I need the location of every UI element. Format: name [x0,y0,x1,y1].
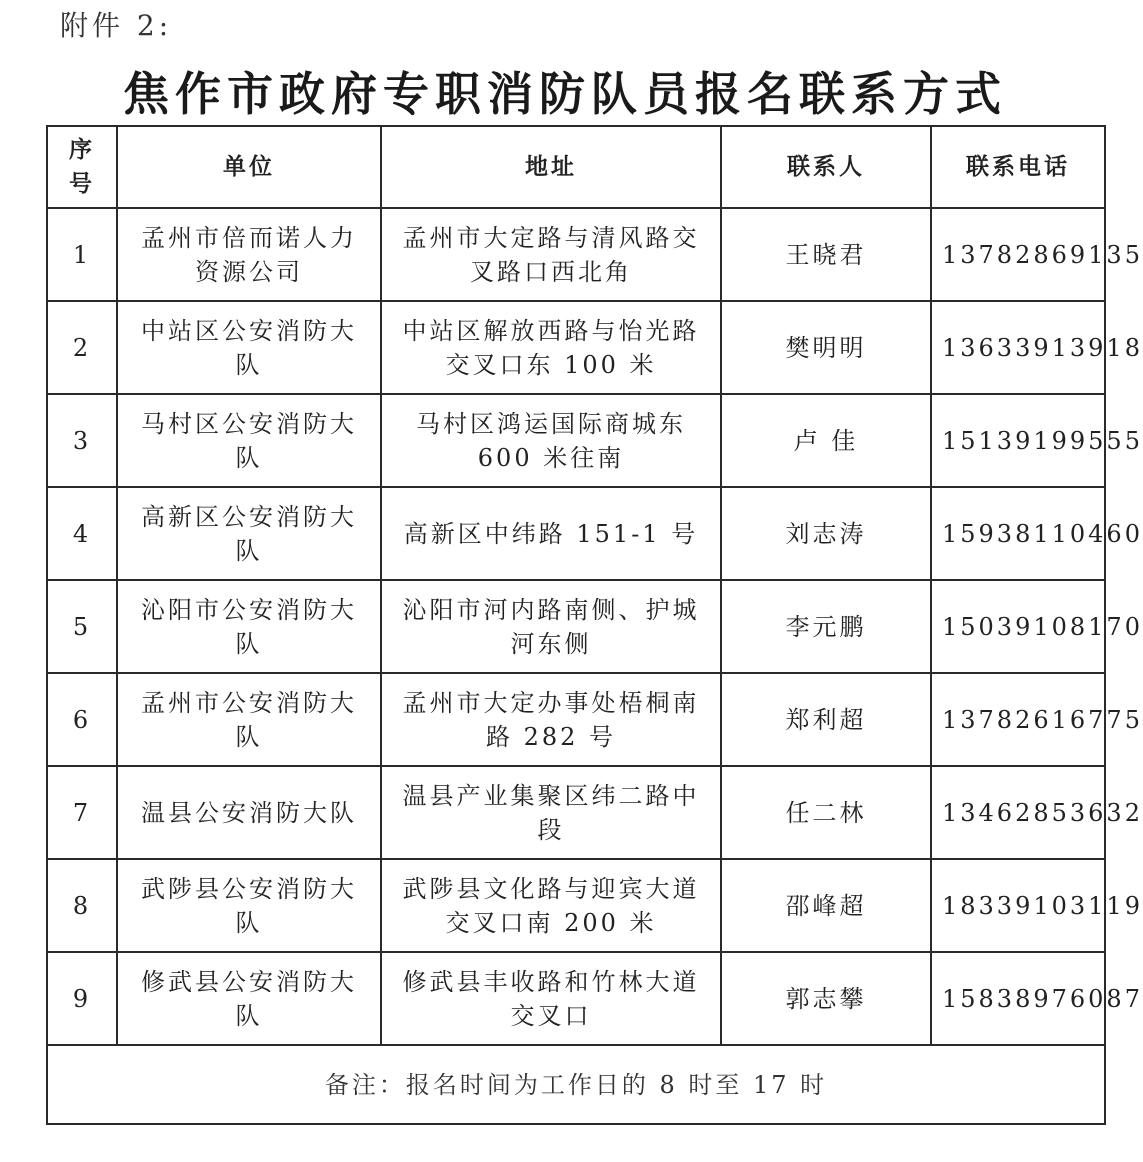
cell-phone: 13462853632 [931,766,1105,859]
note-text: 备注：报名时间为工作日的 8 时至 17 时 [47,1045,1105,1124]
cell-phone: 15039108170 [931,580,1105,673]
contact-table [46,125,1143,1125]
table-row [47,859,1105,952]
cell-phone: 13782869135 [931,208,1105,301]
cell-address: 孟州市大定办事处梧桐南路 282 号 [381,673,721,766]
cell-seq: 8 [47,859,117,952]
cell-phone: 13782616775 [931,673,1105,766]
cell-unit: 武陟县公安消防大队 [117,859,381,952]
cell-contact: 邵峰超 [721,859,931,952]
table-row [47,394,1105,487]
cell-seq: 9 [47,952,117,1045]
cell-contact: 任二林 [721,766,931,859]
cell-unit: 修武县公安消防大队 [117,952,381,1045]
table-row [47,208,1105,301]
header-phone: 联系电话 [931,126,1105,208]
cell-address: 武陟县文化路与迎宾大道交叉口南 200 米 [381,859,721,952]
cell-contact: 郑利超 [721,673,931,766]
header-address: 地址 [381,126,721,208]
cell-phone: 15838976087 [931,952,1105,1045]
table-row [47,301,1105,394]
table-row [47,673,1105,766]
cell-contact: 刘志涛 [721,487,931,580]
cell-seq: 2 [47,301,117,394]
cell-phone: 15938110460 [931,487,1105,580]
cell-unit: 沁阳市公安消防大队 [117,580,381,673]
header-seq [47,126,117,208]
cell-contact: 樊明明 [721,301,931,394]
cell-unit: 马村区公安消防大队 [117,394,381,487]
cell-seq: 3 [47,394,117,487]
cell-address: 中站区解放西路与怡光路交叉口东 100 米 [381,301,721,394]
cell-contact: 李元鹏 [721,580,931,673]
header-seq-line1: 序 [69,137,95,163]
table-row [47,580,1105,673]
cell-seq: 7 [47,766,117,859]
table-row [47,487,1105,580]
cell-phone: 13633913918 [931,301,1105,394]
header-unit: 单位 [117,126,381,208]
table-row [47,952,1105,1045]
header-contact: 联系人 [721,126,931,208]
cell-address: 沁阳市河内路南侧、护城河东侧 [381,580,721,673]
cell-unit: 孟州市公安消防大队 [117,673,381,766]
cell-address: 马村区鸿运国际商城东 600 米往南 [381,394,721,487]
cell-unit: 孟州市倍而诺人力资源公司 [117,208,381,301]
cell-unit: 温县公安消防大队 [117,766,381,859]
attachment-label: 附件 2: [60,9,173,42]
table-header-row [47,126,1105,208]
cell-address: 孟州市大定路与清风路交叉路口西北角 [381,208,721,301]
cell-seq: 6 [47,673,117,766]
document-title: 焦作市政府专职消防队员报名联系方式 [123,67,1007,121]
cell-unit: 中站区公安消防大队 [117,301,381,394]
table-row [47,766,1105,859]
cell-phone: 15139199555 [931,394,1105,487]
table-note-row [47,1045,1105,1124]
cell-phone: 18339103119 [931,859,1105,952]
cell-address: 修武县丰收路和竹林大道交叉口 [381,952,721,1045]
cell-seq: 5 [47,580,117,673]
cell-contact: 卢 佳 [721,394,931,487]
cell-seq: 1 [47,208,117,301]
cell-contact: 郭志攀 [721,952,931,1045]
header-seq-line2: 号 [69,171,95,197]
cell-seq: 4 [47,487,117,580]
cell-address: 温县产业集聚区纬二路中段 [381,766,721,859]
cell-contact: 王晓君 [721,208,931,301]
cell-unit: 高新区公安消防大队 [117,487,381,580]
cell-address: 高新区中纬路 151-1 号 [381,487,721,580]
